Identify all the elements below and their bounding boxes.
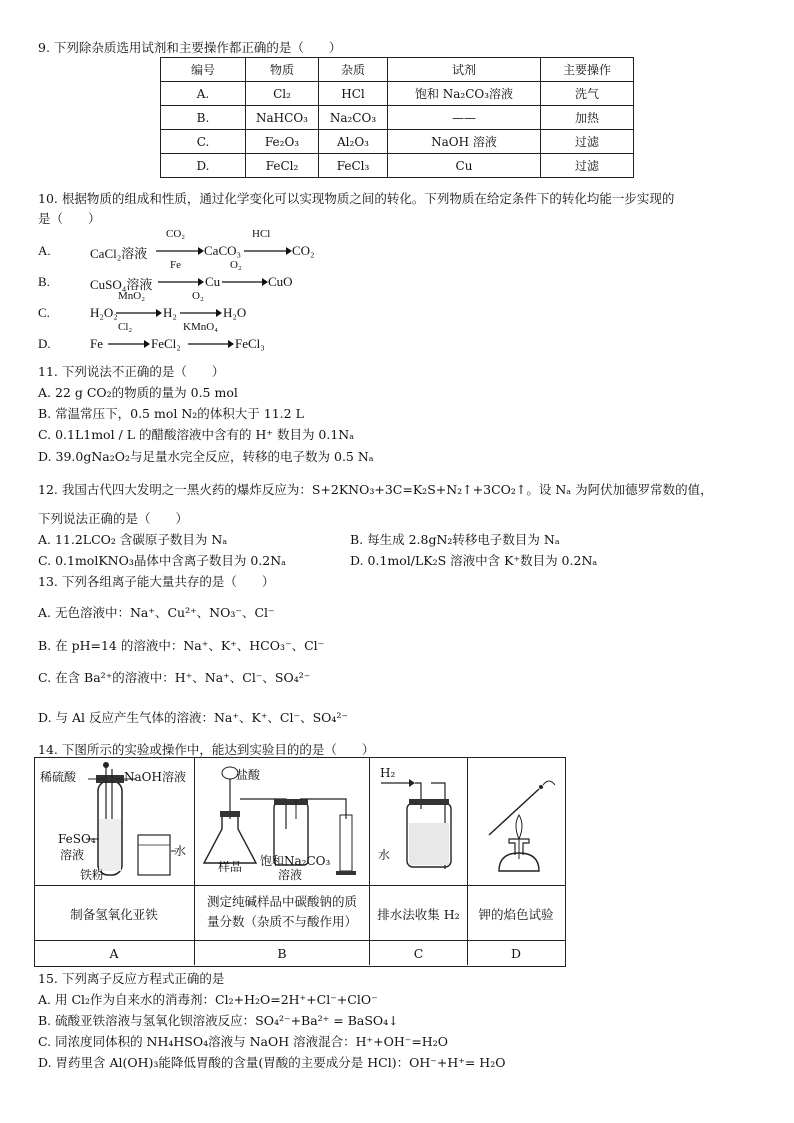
product: CuO — [268, 274, 293, 289]
reaction-arrow-icon — [116, 308, 162, 318]
label: 样品 — [218, 860, 243, 874]
product: H₂O — [223, 305, 247, 320]
table-cell: NaOH 溶液 — [388, 130, 541, 154]
q12-stem-line2: 下列说法正确的是（ ） — [38, 511, 189, 526]
label: 铁粉 — [80, 868, 105, 882]
table-cell: 过滤 — [541, 154, 634, 178]
label: 溶液 — [278, 868, 303, 882]
condition: Cl₂ — [118, 321, 133, 333]
divider — [467, 757, 468, 965]
q13-option-b: B. 在 pH=14 的溶液中：Na⁺、K⁺、HCO₃⁻、Cl⁻ — [38, 638, 325, 653]
q10-stem-line1: 10. 根据物质的组成和性质，通过化学变化可以实现物质之间的转化。下列物质在给定条件下的转化均能一步实现的 — [38, 191, 675, 206]
divider — [34, 940, 565, 941]
reaction-arrow-icon — [180, 308, 222, 318]
q13-option-a: A. 无色溶液中：Na⁺、Cu²⁺、NO₃⁻、Cl⁻ — [38, 605, 275, 620]
table-cell: FeCl₃ — [319, 154, 388, 178]
table-cell: Na₂CO₃ — [319, 106, 388, 130]
condition: O₂ — [192, 290, 204, 302]
table-row — [161, 82, 634, 106]
table-cell: NaHCO₃ — [246, 106, 319, 130]
table-row — [161, 154, 634, 178]
label: 溶液 — [60, 848, 85, 862]
table-cell: C. — [161, 130, 246, 154]
label: 水 — [378, 848, 391, 862]
divider — [194, 757, 195, 965]
table-row — [161, 106, 634, 130]
desc-b-line2: 量分数（杂质不与酸作用） — [206, 914, 357, 929]
condition: KMnO₄ — [183, 321, 219, 333]
letter-d: D — [510, 946, 522, 961]
condition: O₂ — [230, 259, 242, 271]
q15-option-a: A. 用 Cl₂作为自来水的消毒剂：Cl₂+H₂O=2H⁺+Cl⁻+ClO⁻ — [38, 992, 378, 1007]
q13-stem: 13. 下列各组离子能大量共存的是（ ） — [38, 574, 275, 589]
q11-option-c: C. 0.1L1mol / L 的醋酸溶液中含有的 H⁺ 数目为 0.1Nₐ — [38, 427, 355, 442]
divider — [34, 885, 565, 886]
condition: CO₂ — [166, 228, 186, 240]
reaction-arrow-icon — [188, 339, 234, 349]
q15-option-b: B. 硫酸亚铁溶液与氢氧化钡溶液反应：SO₄²⁻+Ba²⁺ = BaSO₄↓ — [38, 1013, 399, 1028]
q12-stem-line1: 12. 我国古代四大发明之一黑火药的爆炸反应为：S+2KNO₃+3C=K₂S+N₂↑+3CO₂↑。设 Nₐ 为阿伏加德罗常数的值， — [38, 482, 713, 497]
q11-option-a: A. 22 g CO₂的物质的量为 0.5 mol — [38, 385, 238, 400]
label: 盐酸 — [236, 768, 261, 782]
product: H₂ — [163, 305, 177, 320]
q9-table — [160, 57, 634, 178]
reactant: Fe — [90, 336, 103, 351]
label: FeSO₄ — [58, 832, 96, 846]
option-label: D. — [38, 336, 51, 351]
table-cell: —— — [388, 106, 541, 130]
product: CO₂ — [292, 243, 315, 258]
letter-c: C — [413, 946, 424, 961]
q10-stem-line2: 是（ ） — [38, 211, 101, 226]
product: FeCl₂ — [151, 336, 181, 351]
table-cell: Fe₂O₃ — [246, 130, 319, 154]
reaction-arrow-icon — [156, 246, 204, 256]
divider — [369, 757, 370, 965]
condition: HCl — [252, 228, 271, 240]
apparatus-d-flame-test-icon — [469, 759, 563, 883]
table-row — [161, 130, 634, 154]
q13-option-c: C. 在含 Ba²⁺的溶液中：H⁺、Na⁺、Cl⁻、SO₄²⁻ — [38, 670, 311, 685]
condition: MnO₂ — [118, 290, 146, 302]
table-cell: 加热 — [541, 106, 634, 130]
q12-option-c: C. 0.1molKNO₃晶体中含离子数目为 0.2Nₐ — [38, 553, 286, 568]
option-label: A. — [38, 243, 51, 258]
header-cell: 试剂 — [388, 58, 541, 82]
reaction-arrow-icon — [244, 246, 292, 256]
reactant: CuSO₄溶液 — [90, 277, 153, 292]
product: FeCl₃ — [235, 336, 265, 351]
table-cell: Cu — [388, 154, 541, 178]
desc-d: 钾的焰色试验 — [478, 907, 554, 922]
label: H₂ — [380, 766, 396, 780]
q14-stem: 14. 下图所示的实验或操作中，能达到实验目的的是（ ） — [38, 742, 375, 757]
letter-a: A — [109, 946, 119, 961]
table-cell: FeCl₂ — [246, 154, 319, 178]
desc-c: 排水法收集 H₂ — [377, 907, 460, 922]
table-cell: 过滤 — [541, 130, 634, 154]
option-label: B. — [38, 274, 50, 289]
table-cell: A. — [161, 82, 246, 106]
q11-option-b: B. 常温常压下，0.5 mol N₂的体积大于 11.2 L — [38, 406, 304, 421]
header-cell: 编号 — [161, 58, 246, 82]
label: 水 — [174, 844, 187, 858]
q9-stem: 9. 下列除杂质选用试剂和主要操作都正确的是（ ） — [38, 40, 342, 55]
q13-option-d: D. 与 Al 反应产生气体的溶液：Na⁺、K⁺、Cl⁻、SO₄²⁻ — [38, 710, 349, 725]
q11-stem: 11. 下列说法不正确的是（ ） — [38, 364, 225, 379]
q15-stem: 15. 下列离子反应方程式正确的是 — [38, 971, 225, 986]
product: CaCO₃ — [204, 243, 242, 258]
reaction-arrow-icon — [108, 339, 150, 349]
reactant: H₂O₂ — [90, 305, 118, 320]
reaction-arrow-icon — [222, 277, 268, 287]
reactant: CaCl₂溶液 — [90, 246, 148, 261]
table-cell: B. — [161, 106, 246, 130]
q12-option-a: A. 11.2LCO₂ 含碳原子数目为 Nₐ — [38, 532, 228, 547]
table-cell: 饱和 Na₂CO₃溶液 — [388, 82, 541, 106]
header-cell: 主要操作 — [541, 58, 634, 82]
table-cell: HCl — [319, 82, 388, 106]
header-cell: 物质 — [246, 58, 319, 82]
q15-option-d: D. 胃药里含 Al(OH)₃能降低胃酸的含量(胃酸的主要成分是 HCl)：OH⁻+H⁺= H₂O — [38, 1055, 506, 1070]
q12-option-d: D. 0.1mol/LK₂S 溶液中含 K⁺数目为 0.2Nₐ — [350, 553, 598, 568]
label: 饱和Na₂CO₃ — [260, 854, 331, 868]
label: NaOH溶液 — [124, 770, 186, 784]
q15-option-c: C. 同浓度同体积的 NH₄HSO₄溶液与 NaOH 溶液混合：H⁺+OH⁻=H₂O — [38, 1034, 448, 1049]
letter-b: B — [277, 946, 287, 961]
table-cell: Cl₂ — [246, 82, 319, 106]
label: 稀硫酸 — [40, 770, 77, 784]
reaction-arrow-icon — [158, 277, 204, 287]
product: Cu — [205, 274, 221, 289]
condition: Fe — [170, 259, 181, 271]
q12-option-b: B. 每生成 2.8gN₂转移电子数目为 Nₐ — [350, 532, 560, 547]
header-cell: 杂质 — [319, 58, 388, 82]
option-label: C. — [38, 305, 50, 320]
table-cell: D. — [161, 154, 246, 178]
q11-option-d: D. 39.0gNa₂O₂与足量水完全反应，转移的电子数为 0.5 Nₐ — [38, 449, 374, 464]
table-header-row — [161, 58, 634, 82]
desc-a: 制备氢氧化亚铁 — [70, 907, 158, 922]
table-cell: Al₂O₃ — [319, 130, 388, 154]
desc-b-line1: 测定纯碱样品中碳酸钠的质 — [206, 894, 357, 909]
table-cell: 洗气 — [541, 82, 634, 106]
